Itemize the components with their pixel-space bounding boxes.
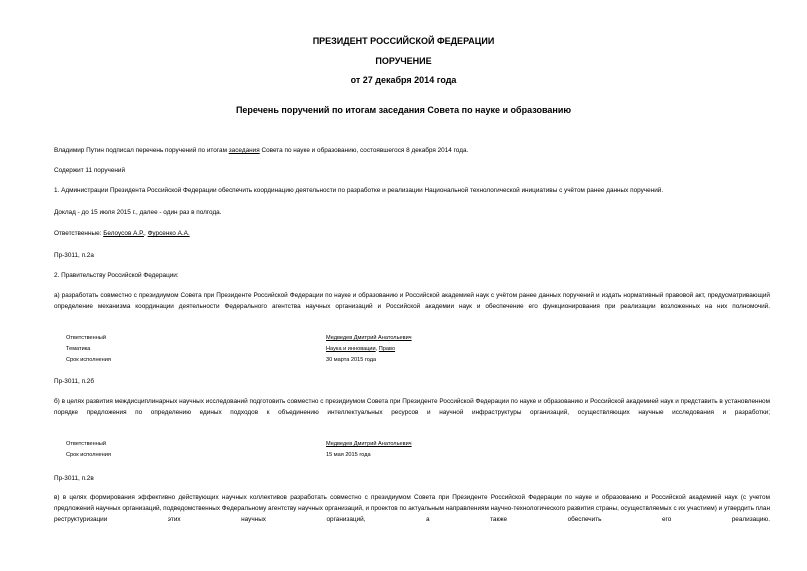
- item-2b-text: б) в целях развития междисциплинарных научных исследований подготовить совместно с президиумом Совета при Президенте Российской Федерации по науке и образованию и Российской академией наук и представить в установленном порядке предложения по определению единых подходов к объединению интеллектуальных ресурсов и научной инфраструктуры организаций, осуществляющих научные исследования и разработки;: [54, 398, 770, 416]
- item-2a-text: а) разработать совместно с президиумом Совета при Президенте Российской Федерации по науке и образованию и Российской академией наук с учётом ранее данных поручений и издать нормативный правовой акт, предусматривающий определение механизма координации деятельности Федерального агентства научных организаций и Российской академии наук и обеспечение его функционирования при реализации возложенных на них полномочий.: [54, 292, 770, 310]
- item-1-responsible: [54, 228, 754, 239]
- topic-label: Тематика: [66, 346, 91, 352]
- item-2b-code: Пр-3011, п.2б: [54, 378, 95, 385]
- term-value: 15 мая 2015 года: [326, 452, 371, 458]
- meeting-link[interactable]: заседания: [228, 147, 260, 154]
- document-subject: Перечень поручений по итогам заседания Совета по науке и образованию: [235, 105, 572, 115]
- term-label: Срок исполнения: [66, 357, 111, 363]
- term-value: 30 марта 2015 года: [326, 357, 377, 363]
- topic-separator: ,: [375, 346, 379, 352]
- item-2v-text: в) в целях формирования эффективно действующих научных коллективов разработать совместно с президиумом Совета при Президенте Российской Федерации по науке и образованию и Российской академией наук (с учетом предложений научных организаций, подведомственных Федеральному агентству научных организаций, и проектов по актуальным направлениям научно-технологического развития страны, осуществляемых с их участием) и утвердить план реструктуризации этих научных организаций, а также обеспечить его реализацию.: [54, 494, 770, 523]
- item-1-code: Пр-3011, п.2а: [54, 252, 94, 259]
- item-2v-code: Пр-3011, п.2в: [54, 475, 94, 482]
- responsible-prefix: Ответственные:: [54, 230, 104, 237]
- item-2a-table: [0, 333, 807, 367]
- intro-text-after: Совета по науке и образованию, состоявшегося 8 декабря 2014 года.: [259, 147, 469, 154]
- responsible-link-fursenko[interactable]: Фурсенко А.А.: [147, 230, 190, 237]
- responsible-link-belousov[interactable]: Белоусов А.Р.: [103, 230, 144, 237]
- item-2-heading: 2. Правительству Российской Федерации:: [54, 272, 179, 279]
- responsible-link-medvedev[interactable]: Медведев Дмитрий Анатольевич: [326, 335, 412, 341]
- term-label: Срок исполнения: [66, 452, 111, 458]
- topic-link-science[interactable]: Наука и инновации: [326, 346, 376, 352]
- topic-link-law[interactable]: Право: [378, 346, 396, 352]
- responsible-link-medvedev[interactable]: Медведев Дмитрий Анатольевич: [326, 441, 412, 447]
- document-type: ПОРУЧЕНИЕ: [375, 56, 432, 66]
- responsible-label: Ответственный: [66, 441, 106, 447]
- document-title: ПРЕЗИДЕНТ РОССИЙСКОЙ ФЕДЕРАЦИИ: [312, 36, 495, 46]
- intro-paragraph: [54, 145, 754, 156]
- intro-text-before: Владимир Путин подписал перечень поручений по итогам: [54, 147, 229, 154]
- item-1-text: 1. Администрации Президента Российской Федерации обеспечить координацию деятельности по разработке и реализации Национальной технологической инициативы с учётом ранее данных поручений.: [54, 187, 664, 194]
- document-date: от 27 декабря 2014 года: [350, 75, 457, 85]
- responsible-separator: ,: [144, 230, 148, 237]
- contains-count: Содержит 11 поручений: [54, 167, 126, 174]
- item-2b-table: [0, 439, 807, 463]
- topic-value: [326, 344, 395, 355]
- item-1-deadline: Доклад - до 15 июля 2015 г., далее - один раз в полгода.: [54, 209, 222, 216]
- responsible-label: Ответственный: [66, 335, 106, 341]
